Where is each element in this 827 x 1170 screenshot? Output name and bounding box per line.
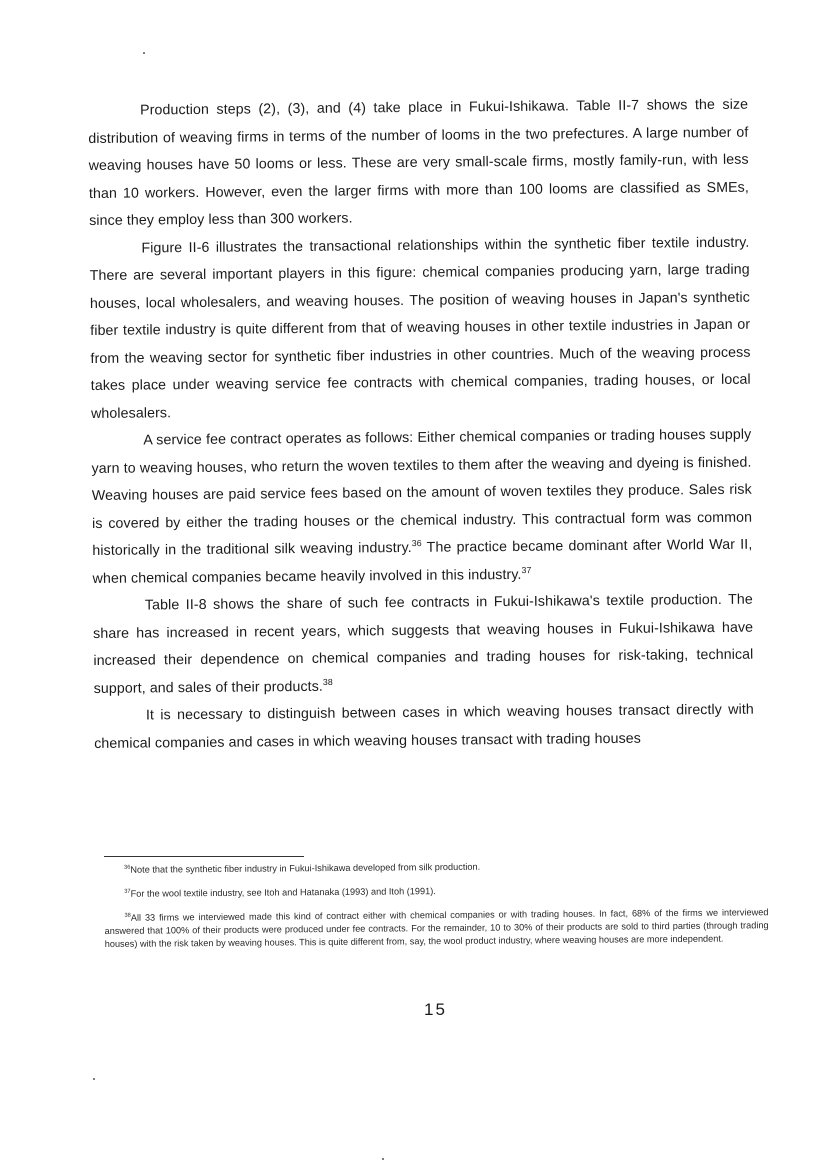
paragraph-1: Production steps (2), (3), and (4) take place in Fukui-Ishikawa. Table II-7 shows the size distribution of weaving firms in terms of the number of looms in the two prefectures. A large number of weaving houses have 50 looms or less. These are very small-scale firms, mostly family-run, with less than 10 workers. However, even the larger firms with more than 100 looms are classified as SMEs, since they employ less than 300 workers. [88, 96, 749, 229]
footnote-38: $^{38}$All 33 firms we interviewed made this kind of contract either with chemical companies or with trading houses. In fact, 68% of the firms we interviewed answered that 100% of their products were produced under fee contracts. For the remainder, 10 to 30% of their products are sold to third parties (through trading houses) with the risk taken by weaving houses. This is quite different from, say, the wool product industry, where weaving houses are more independent. [104, 907, 769, 949]
footnote-ref-38: 38 [322, 676, 333, 687]
paragraph-5: It is necessary to distinguish between cases in which weaving houses transact directly with chemical companies and cases in which weaving houses transact with trading houses [94, 701, 754, 752]
footnotes [104, 858, 769, 962]
page-number: 15 [424, 1000, 447, 1019]
scan-speck [93, 1078, 95, 1080]
footnote-divider [104, 856, 304, 857]
paragraph-4: Table II-8 shows the share of such fee contracts in Fukui-Ishikawa's textile production. The share has increased in recent years, which suggests that weaving houses in Fukui-Ishikawa have increased their dependence on chemical companies and trading houses for risk-taking, technical support, and sales of their products.$^{38}$ [93, 591, 754, 697]
footnote-37: $^{37}$For the wool textile industry, see Itoh and Hatanaka (1993) and Itoh (1991). [124, 886, 436, 899]
scan-speck [143, 52, 145, 54]
footnote-ref-37: 37 [521, 564, 532, 575]
scan-speck [382, 1158, 384, 1160]
footnote-ref-36: 36 [411, 538, 422, 549]
paragraph-2: Figure II-6 illustrates the transactional relationships within the synthetic fiber textile industry. There are several important players in this figure: chemical companies producing yarn, large trading houses, local wholesalers, and weaving houses. The position of weaving houses in Japan's synthetic fiber textile industry is quite different from that of weaving houses in other textile industries in Japan or from the weaving sector for synthetic fiber industries in other countries. Much of the weaving process takes place under weaving service fee contracts with chemical companies, trading houses, or local wholesalers. [89, 234, 751, 422]
footnote-36: $^{36}$Note that the synthetic fiber industry in Fukui-Ishikawa developed from silk production. [124, 861, 481, 875]
body-text [88, 92, 754, 758]
paragraph-3: A service fee contract operates as follows: Either chemical companies or trading houses supply yarn to weaving houses, who return the woven textiles to them after the weaving and dyeing is finished. Weaving houses are paid service fees based on the amount of woven textiles they produce. Sales risk is covered by either the trading houses or the chemical industry. This contractual form was common historically in the traditional silk weaving industry.$^{36}$ The practice became dominant after World War II, when chemical companies became heavily involved in this industry.$^{37}$ [91, 426, 753, 587]
